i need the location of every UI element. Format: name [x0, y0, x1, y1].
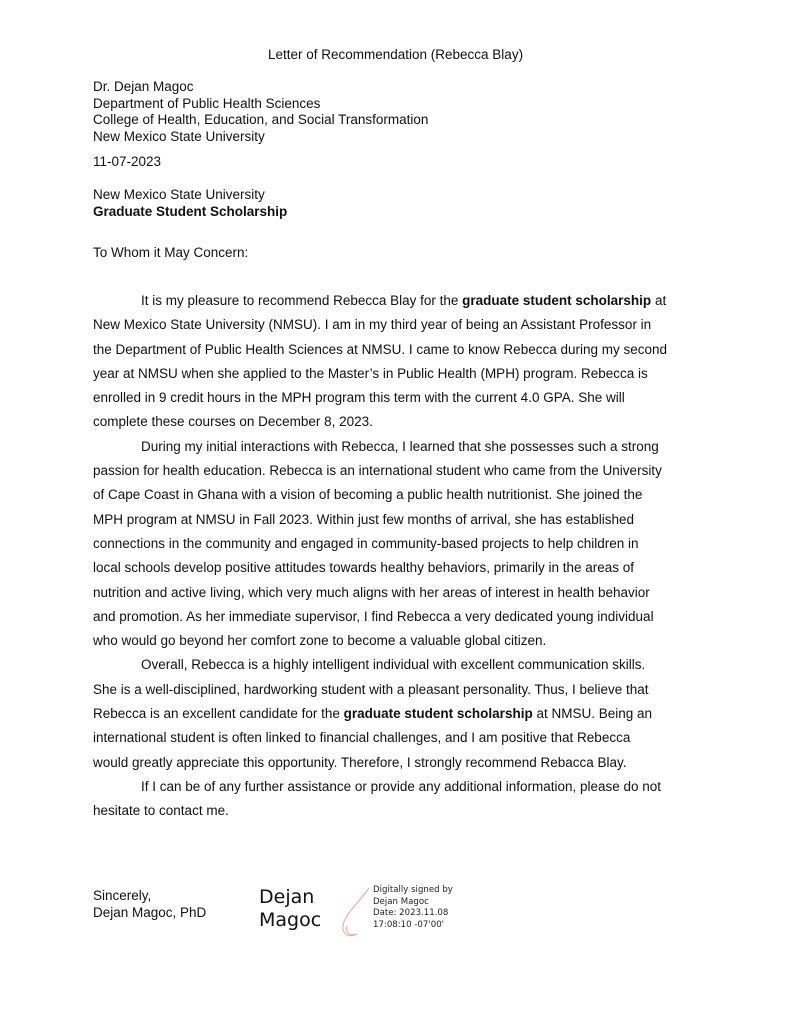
- recipient-block: [93, 187, 287, 220]
- closing: Sincerely,: [93, 888, 152, 903]
- letter-title: Letter of Recommendation (Rebecca Blay): [267, 47, 524, 62]
- paragraph-1-emphasis: graduate student scholarship: [462, 293, 652, 308]
- stamp-line-1: Digitally signed by: [373, 885, 453, 895]
- signature-mark-icon: [335, 886, 375, 942]
- paragraph-3-text-a: Overall, Rebecca is a highly intelligent individual with excellent communication skills. She is a well-disciplined, hardworking student with a pleasant personality. Thus, I believe that Rebecca is an excellent candidate for the: [93, 657, 649, 722]
- sender-university: New Mexico State University: [93, 128, 265, 144]
- sender-name: Dr. Dejan Magoc: [93, 79, 194, 94]
- signature-name: [259, 886, 321, 932]
- sender-block: [93, 79, 428, 145]
- digital-signature-stamp: [373, 885, 453, 931]
- sender-department: Department of Public Health Sciences: [93, 95, 321, 111]
- body-paragraph-4: If I can be of any further assistance or provide any additional information, please do not hesitate to contact me.: [93, 778, 662, 819]
- sender-college: College of Health, Education, and Social Transformation: [93, 112, 429, 127]
- closing-block: [93, 888, 206, 921]
- recipient-program: Graduate Student Scholarship: [93, 203, 288, 219]
- salutation: To Whom it May Concern:: [93, 245, 249, 260]
- signature-name-line2: Magoc: [259, 909, 322, 931]
- paragraph-3-text-b: at NMSU. Being an international student is often linked to financial challenges, and I am positive that Rebecca would greatly appreciate this opportunity. Therefore, I strongly recommend Rebacca Blay.: [93, 706, 653, 770]
- recipient-organization: New Mexico State University: [93, 187, 265, 202]
- stamp-line-3: Date: 2023.11.08: [373, 908, 449, 918]
- paragraph-1-text-b: at New Mexico State University (NMSU). I am in my third year of being an Assistant Professor in the Department of Public Health Sciences at NMSU. I came to know Rebecca during my second year at NMSU when she applied to the Master’s in Public Health (MPH) program. Rebecca is enrolled in 9 credit hours in the MPH program this term with the current 4.0 GPA. She will complete these courses on December 8, 2023.: [93, 293, 668, 430]
- paragraph-3-emphasis: graduate student scholarship: [343, 706, 533, 722]
- paragraph-1-text-a: It is my pleasure to recommend Rebecca Blay for the: [141, 293, 463, 308]
- letter-body: [93, 289, 669, 824]
- body-paragraph-1: [93, 289, 669, 435]
- body-paragraph-3: [93, 653, 669, 774]
- stamp-line-4: 17:08:10 -07'00': [373, 919, 445, 930]
- letter-date: 11-07-2023: [93, 154, 162, 169]
- body-paragraph-2: During my initial interactions with Rebecca, I learned that she possesses such a strong passion for health education. Rebecca is an international student who came from the University of Cape Coast in Ghana with a vision of becoming a public health nutritionist. She joined the MPH program at NMSU in Fall 2023. Within just few months of arrival, she has established connections in the community and engaged in community-based projects to help children in local schools develop positive attitudes towards healthy behaviors, primarily in the areas of nutrition and active living, which very much aligns with her areas of interest in health behavior and promotion. As her immediate supervisor, I find Rebecca a very dedicated young individual who would go beyond her comfort zone to become a valuable global citizen.: [93, 438, 662, 649]
- signatory: Dejan Magoc, PhD: [93, 904, 207, 920]
- signature-name-line1: Dejan: [259, 886, 315, 908]
- stamp-line-2: Dejan Magoc: [373, 896, 429, 907]
